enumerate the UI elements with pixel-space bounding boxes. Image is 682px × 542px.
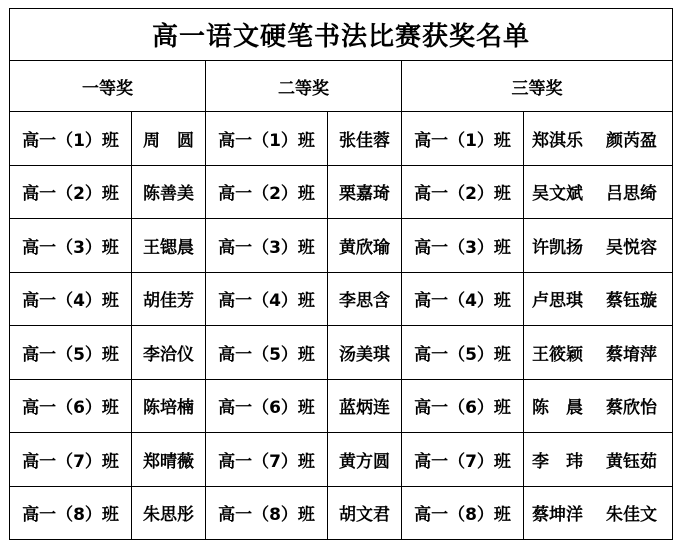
first-prize-name: 周 圆 [132, 112, 206, 166]
third-prize-names [524, 272, 673, 326]
second-prize-name: 胡文君 [328, 486, 402, 540]
third-prize-name: 蔡钰璇 [606, 291, 657, 312]
first-prize-class: 高一（1）班 [10, 112, 132, 166]
third-prize-names [524, 165, 673, 219]
third-prize-name: 吕思绮 [606, 184, 657, 205]
first-prize-class: 高一（8）班 [10, 486, 132, 540]
third-prize-class: 高一（1）班 [402, 112, 524, 166]
third-prize-name: 朱佳文 [606, 505, 657, 526]
table-row [10, 272, 673, 326]
first-prize-class: 高一（4）班 [10, 272, 132, 326]
table-row [10, 433, 673, 487]
first-prize-name: 李洽仪 [132, 326, 206, 380]
third-prize-name: 吴文斌 [532, 184, 583, 205]
third-prize-names [524, 486, 673, 540]
award-table [9, 8, 673, 540]
third-prize-name: 卢思琪 [532, 291, 583, 312]
third-prize-name: 蔡坤洋 [532, 505, 583, 526]
second-prize-class: 高一（6）班 [206, 379, 328, 433]
third-prize-names [524, 326, 673, 380]
award-list-sheet [9, 8, 672, 537]
second-prize-name: 栗嘉琦 [328, 165, 402, 219]
first-prize-name: 陈培楠 [132, 379, 206, 433]
first-prize-class: 高一（7）班 [10, 433, 132, 487]
second-prize-class: 高一（5）班 [206, 326, 328, 380]
second-prize-name: 黄方圆 [328, 433, 402, 487]
third-prize-class: 高一（2）班 [402, 165, 524, 219]
table-row [10, 112, 673, 166]
first-prize-class: 高一（5）班 [10, 326, 132, 380]
second-prize-class: 高一（8）班 [206, 486, 328, 540]
tier-second-prize: 二等奖 [206, 61, 402, 112]
third-prize-class: 高一（4）班 [402, 272, 524, 326]
third-prize-class: 高一（8）班 [402, 486, 524, 540]
third-prize-name: 李 玮 [532, 451, 583, 472]
third-prize-name: 蔡堉萍 [606, 344, 657, 365]
third-prize-name: 郑淇乐 [532, 130, 583, 151]
table-row [10, 165, 673, 219]
table-row [10, 486, 673, 540]
second-prize-name: 汤美琪 [328, 326, 402, 380]
third-prize-class: 高一（3）班 [402, 219, 524, 273]
third-prize-name: 王筱颖 [532, 344, 583, 365]
table-row [10, 379, 673, 433]
page-title: 高一语文硬笔书法比赛获奖名单 [10, 9, 673, 61]
title-row [10, 9, 673, 61]
third-prize-name: 蔡欣怡 [606, 398, 657, 419]
third-prize-name: 许凯扬 [532, 237, 583, 258]
first-prize-name: 陈善美 [132, 165, 206, 219]
second-prize-class: 高一（7）班 [206, 433, 328, 487]
second-prize-class: 高一（3）班 [206, 219, 328, 273]
first-prize-class: 高一（6）班 [10, 379, 132, 433]
second-prize-class: 高一（1）班 [206, 112, 328, 166]
third-prize-name: 颜芮盈 [606, 130, 657, 151]
second-prize-name: 黄欣瑜 [328, 219, 402, 273]
first-prize-name: 朱思彤 [132, 486, 206, 540]
first-prize-name: 王锶晨 [132, 219, 206, 273]
third-prize-names [524, 219, 673, 273]
third-prize-name: 黄钰茹 [606, 451, 657, 472]
first-prize-class: 高一（2）班 [10, 165, 132, 219]
third-prize-names [524, 112, 673, 166]
second-prize-class: 高一（2）班 [206, 165, 328, 219]
table-row [10, 326, 673, 380]
third-prize-names [524, 433, 673, 487]
second-prize-class: 高一（4）班 [206, 272, 328, 326]
first-prize-name: 郑晴薇 [132, 433, 206, 487]
third-prize-names [524, 379, 673, 433]
third-prize-class: 高一（7）班 [402, 433, 524, 487]
third-prize-name: 陈 晨 [532, 398, 583, 419]
third-prize-class: 高一（6）班 [402, 379, 524, 433]
tier-first-prize: 一等奖 [10, 61, 206, 112]
first-prize-name: 胡佳芳 [132, 272, 206, 326]
first-prize-class: 高一（3）班 [10, 219, 132, 273]
second-prize-name: 蓝炳连 [328, 379, 402, 433]
tier-third-prize: 三等奖 [402, 61, 673, 112]
second-prize-name: 李思含 [328, 272, 402, 326]
tier-header-row [10, 61, 673, 112]
table-row [10, 219, 673, 273]
third-prize-class: 高一（5）班 [402, 326, 524, 380]
second-prize-name: 张佳蓉 [328, 112, 402, 166]
third-prize-name: 吴悦容 [606, 237, 657, 258]
